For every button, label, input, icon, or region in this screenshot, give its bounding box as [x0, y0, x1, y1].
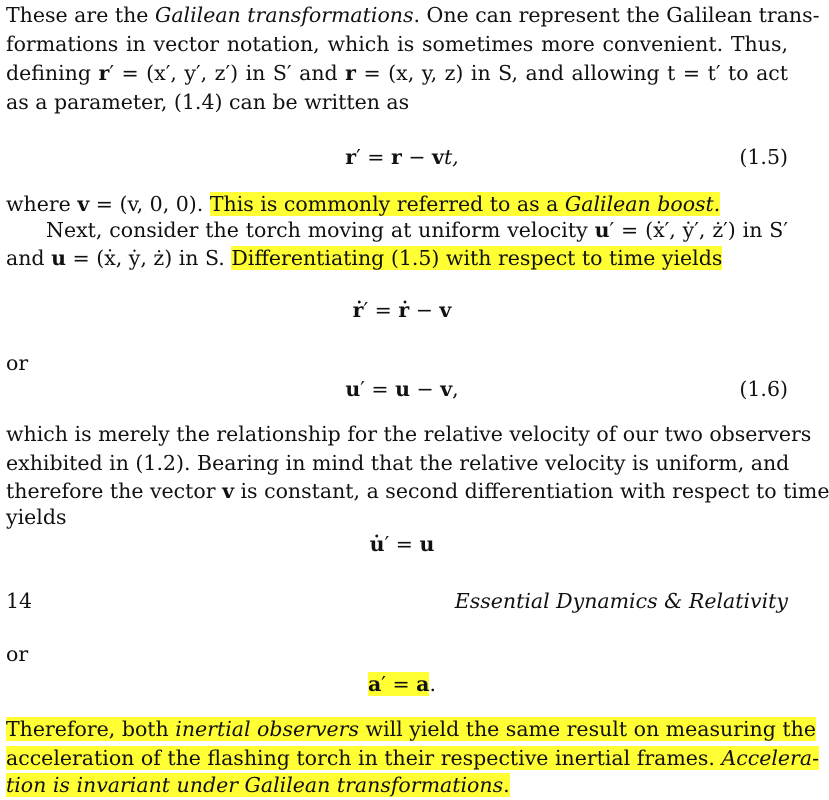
running-title: Essential Dynamics & Relativity: [454, 589, 788, 613]
equation-rdot: ṙ′ = ṙ − v: [352, 298, 452, 322]
highlight-differentiating: Differentiating (1.5) with respect to time yields: [231, 246, 723, 270]
highlight-galilean-boost: This is commonly referred to as a Galilean boost.: [209, 192, 721, 216]
equation-number-1-5: (1.5): [739, 145, 788, 169]
or-connector-2: or: [6, 642, 29, 666]
highlight-therefore-line-2: acceleration of the flashing torch in their respective inertial frames. Accelera-: [6, 746, 820, 770]
paragraph-4-line-2: [6, 744, 820, 772]
paragraph-4-line-3: [6, 771, 788, 799]
highlight-equation-acceleration: a′ = a: [368, 672, 430, 696]
paragraph-1-line-3: defining r′ = (x′, y′, z′) in S′ and r = (x, y, z) in S, and allowing t = t′ to act: [6, 61, 789, 85]
equation-1-5: r′ = r − vt,: [345, 145, 459, 169]
paragraph-1-line-2: formations in vector notation, which is sometimes more convenient. Thus,: [6, 32, 788, 56]
highlight-therefore-line-3: tion is invariant under Galilean transformations.: [6, 773, 510, 797]
highlight-therefore-line-1: Therefore, both inertial observers will yield the same result on measuring the: [6, 717, 816, 741]
or-connector-1: or: [6, 351, 29, 375]
paragraph-3-line-2: exhibited in (1.2). Bearing in mind that the relative velocity is uniform, and: [6, 451, 790, 475]
paragraph-3-line-1: which is merely the relationship for the relative velocity of our two observers: [6, 422, 812, 446]
paragraph-1-line-1: These are the Galilean transformations. One can represent the Galilean trans-: [6, 3, 820, 27]
equation-1-6: u′ = u − v,: [345, 377, 459, 401]
equation-number-1-6: (1.6): [739, 377, 788, 401]
paragraph-1-line-4: as a parameter, (1.4) can be written as: [6, 90, 410, 114]
where-line: where v = (v, 0, 0). This is commonly referred to as a Galilean boost.: [6, 192, 721, 216]
equation-acceleration: a′ = a.: [368, 672, 436, 696]
paragraph-4-line-1: [6, 715, 816, 743]
paragraph-2-line-1: Next, consider the torch moving at uniform velocity u′ = (ẋ′, ẏ′, ż′) in S′: [46, 218, 788, 242]
term-galilean-transformations: Galilean transformations: [154, 3, 414, 27]
page-number: 14: [6, 589, 33, 613]
paragraph-2-line-2: and u = (ẋ, ẏ, ż) in S. Differentiating (1.5) with respect to time yields: [6, 246, 723, 270]
paragraph-3-line-3: therefore the vector v is constant, a second differentiation with respect to time: [6, 479, 829, 503]
equation-udot: u̇′ = u: [369, 532, 435, 556]
paragraph-3-line-4: yields: [6, 505, 67, 529]
